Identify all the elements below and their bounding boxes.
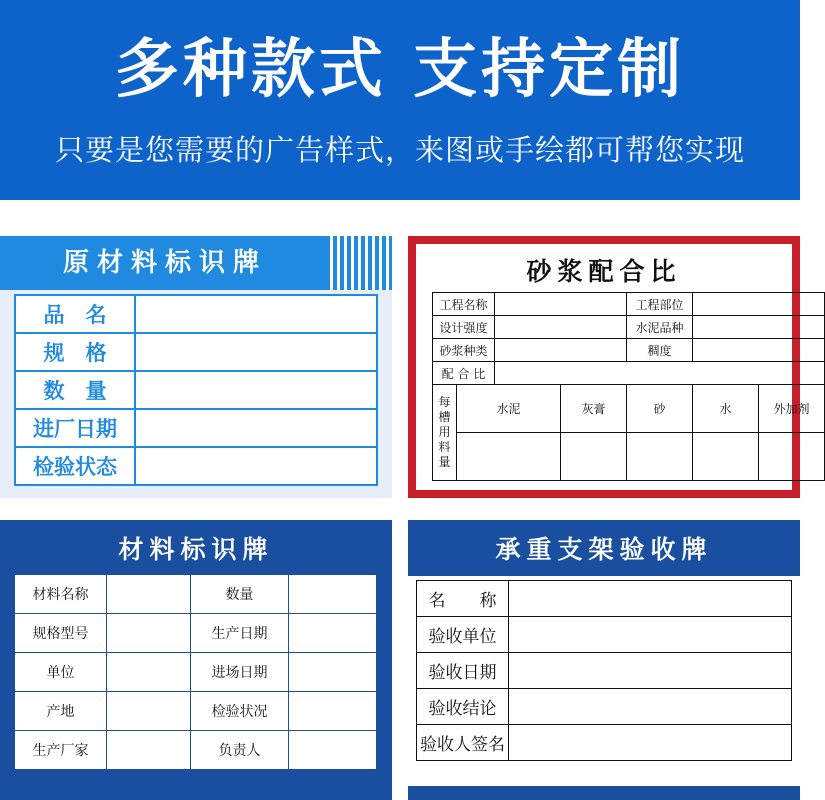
table-row [15,295,377,333]
table-row [417,725,792,761]
blank-cell [107,653,191,692]
row-label: 进厂日期 [15,409,135,447]
blank-cell [457,433,561,481]
blank-cell [107,614,191,653]
table-row [15,614,377,653]
promo-banner [0,0,800,200]
row-label: 检验状况 [191,692,289,731]
usage-char: 每 [438,395,451,409]
table-row [433,339,825,362]
table-row [417,617,792,653]
blank-cell [495,316,627,339]
blank-cell [289,692,377,731]
row-label: 生产厂家 [15,731,107,770]
row-label: 材料名称 [15,575,107,614]
row-label: 产地 [15,692,107,731]
usage-char: 料 [438,440,451,454]
table-row [15,653,377,692]
mortar-mix-sign [408,236,810,498]
usage-char: 槽 [438,410,451,424]
support-acceptance-sign-body [408,576,800,786]
row-label: 工程名称 [433,293,495,316]
row-label: 水泥品种 [627,316,693,339]
table-row [15,731,377,770]
blank-cell [107,692,191,731]
blank-cell [759,433,825,481]
table-row [417,689,792,725]
column-header: 外加剂 [759,385,825,433]
blank-cell [135,371,377,409]
row-label: 砂浆种类 [433,339,495,362]
banner-title: 多种款式 支持定制 [114,33,686,107]
blank-cell [289,731,377,770]
material-table [14,574,377,770]
row-label: 验收结论 [417,689,509,725]
blank-cell [693,293,825,316]
blank-cell [289,653,377,692]
raw-material-table [14,294,378,486]
banner-subtitle: 只要是您需要的广告样式，来图或手绘都可帮您实现 [54,133,745,167]
table-row [15,447,377,485]
table-row [15,409,377,447]
table-row [15,575,377,614]
row-label: 规 格 [15,333,135,371]
blank-cell [495,339,627,362]
column-header: 水 [693,385,759,433]
row-label: 进场日期 [191,653,289,692]
column-header: 水泥 [457,385,561,433]
usage-char: 用 [438,425,451,439]
column-header: 灰膏 [561,385,627,433]
blank-cell [509,653,792,689]
row-label: 数 量 [15,371,135,409]
blank-cell [693,339,825,362]
table-row [433,433,825,481]
row-label: 数量 [191,575,289,614]
mortar-mix-sign-title: 砂浆配合比 [526,257,682,286]
column-header: 砂 [627,385,693,433]
row-label: 品 名 [15,295,135,333]
blank-cell [107,731,191,770]
raw-material-sign-title: 原材料标识牌 [0,236,330,290]
table-row [433,293,825,316]
row-label: 负责人 [191,731,289,770]
raw-material-sign [0,236,392,498]
row-label: 验收人签名 [417,725,509,761]
table-row [15,692,377,731]
blank-cell [509,725,792,761]
blank-cell [509,689,792,725]
blank-cell [561,433,627,481]
table-row [417,653,792,689]
blank-cell [107,575,191,614]
blank-cell [135,333,377,371]
support-acceptance-sign [408,520,800,800]
blank-cell [135,447,377,485]
blank-cell [509,617,792,653]
blank-cell [693,316,825,339]
table-row [433,362,825,385]
blank-cell [509,581,792,617]
support-acceptance-sign-title: 承重支架验收牌 [495,535,713,564]
row-label: 验收单位 [417,617,509,653]
mortar-mix-table [432,292,825,481]
material-sign [0,520,392,800]
blank-cell [289,614,377,653]
row-label: 设计强度 [433,316,495,339]
row-label: 配 合 比 [433,362,495,385]
decorative-stripes [330,236,392,290]
table-row [15,371,377,409]
blank-cell [495,362,825,385]
blank-cell [693,433,759,481]
blank-cell [135,295,377,333]
row-label: 验收日期 [417,653,509,689]
row-label: 名 称 [417,581,509,617]
usage-label [433,385,457,481]
table-row [417,581,792,617]
blank-cell [135,409,377,447]
table-row [15,333,377,371]
row-label: 规格型号 [15,614,107,653]
row-label: 检验状态 [15,447,135,485]
blank-cell [495,293,627,316]
table-row [433,385,825,433]
row-label: 工程部位 [627,293,693,316]
table-row [433,316,825,339]
material-sign-title: 材料标识牌 [118,535,274,564]
row-label: 稠度 [627,339,693,362]
blank-cell [627,433,693,481]
row-label: 生产日期 [191,614,289,653]
blank-cell [289,575,377,614]
row-label: 单位 [15,653,107,692]
support-acceptance-table [416,580,792,761]
usage-char: 量 [438,455,451,469]
